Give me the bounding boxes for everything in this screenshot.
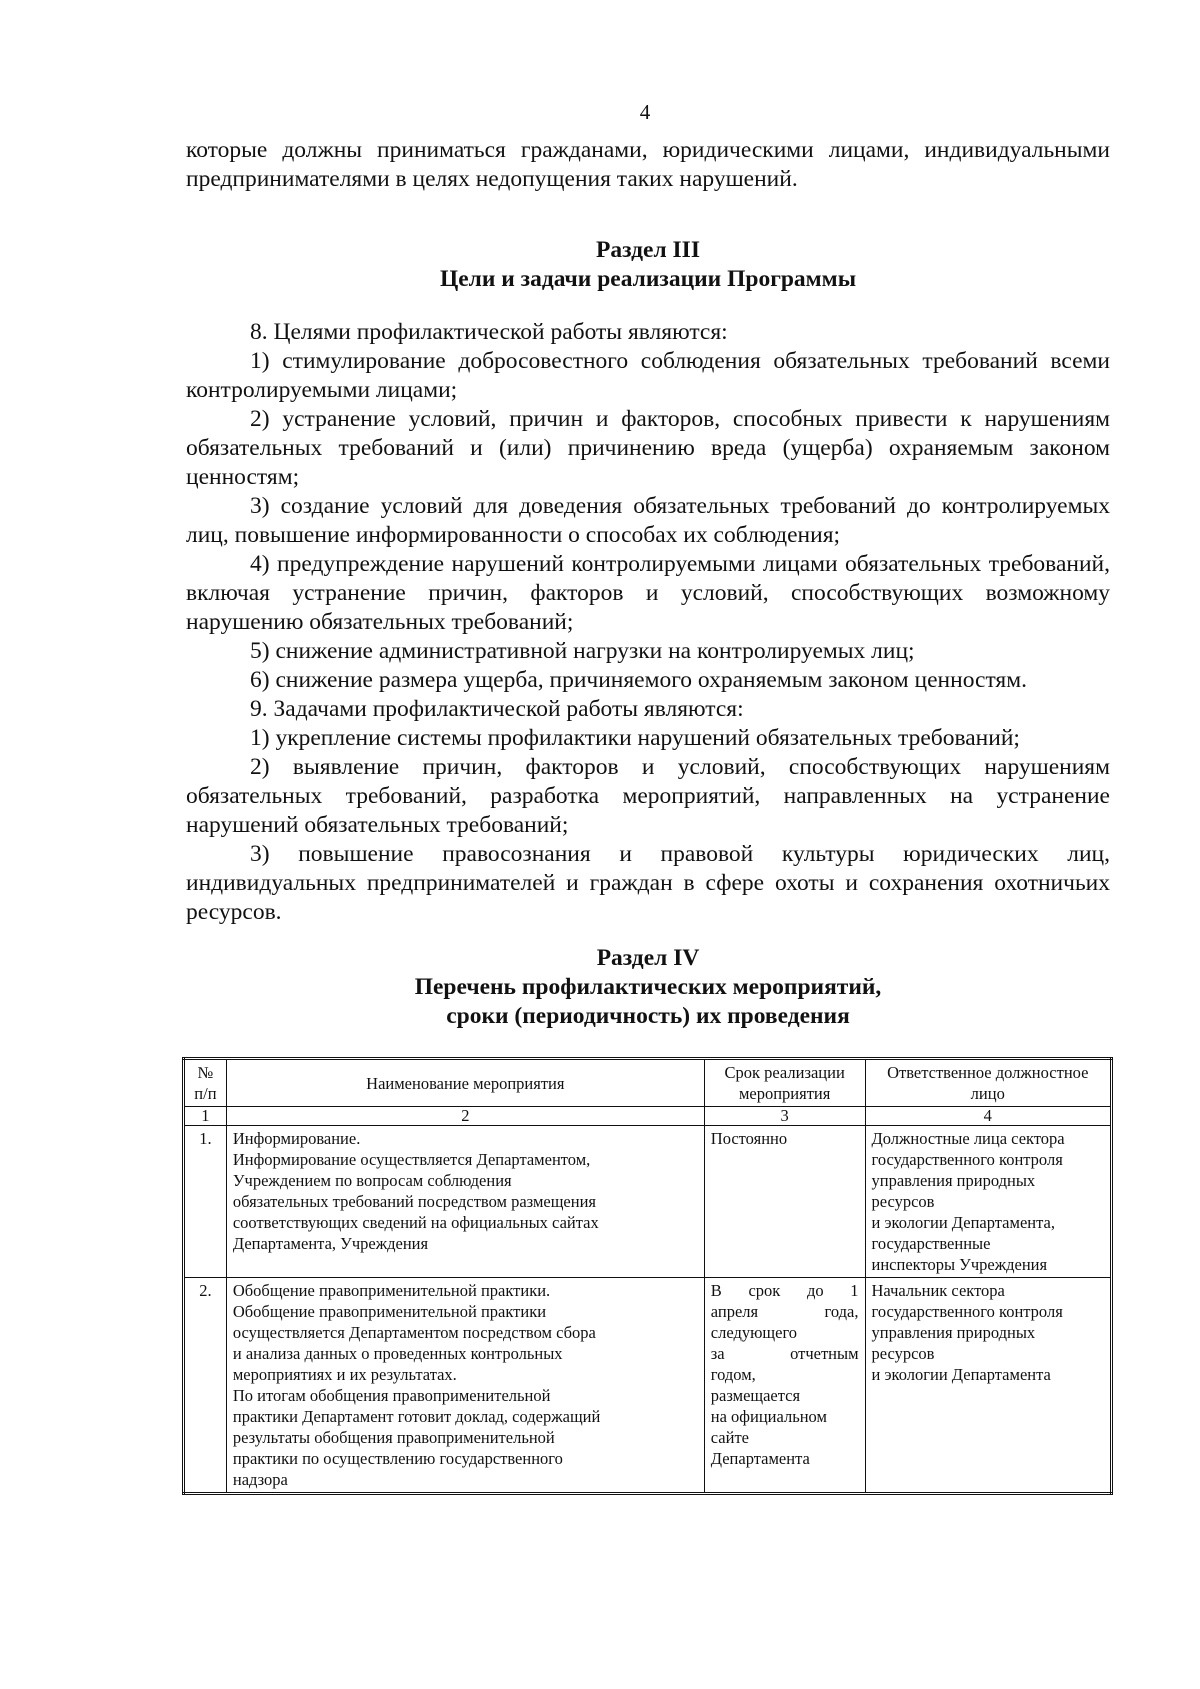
row-2-term-line-8: сайте bbox=[710, 1428, 749, 1447]
row-2-term-line-4: за отчетным bbox=[710, 1344, 859, 1363]
table-row bbox=[184, 1126, 1112, 1278]
row-1-responsible: Должностные лица сектора государственного контроля управления природных ресурсов и экологии Департамента, государственные инспекторы Учреждения bbox=[865, 1126, 1111, 1278]
goal-6: 6) снижение размера ущерба, причиняемого охраняемым законом ценностям. bbox=[250, 667, 1027, 693]
goals-intro: 8. Целями профилактической работы являются: bbox=[250, 319, 728, 345]
row-2-term-line-9: Департамента bbox=[710, 1449, 810, 1468]
intro-line-2: предпринимателями в целях недопущения таких нарушений. bbox=[186, 166, 798, 192]
header-name: Наименование мероприятия bbox=[226, 1059, 704, 1107]
column-number-4: 4 bbox=[865, 1107, 1111, 1126]
intro-paragraph bbox=[186, 136, 1110, 194]
section-3-subtitle: Цели и задачи реализации Программы bbox=[439, 266, 857, 292]
row-2-term-line-1: В срок до 1 bbox=[710, 1281, 859, 1300]
header-responsible: Ответственное должностное лицо bbox=[865, 1059, 1111, 1107]
section-4-heading bbox=[186, 944, 1110, 1031]
section-4-title: Раздел IV bbox=[596, 945, 700, 971]
row-2-num: 2. bbox=[184, 1278, 227, 1494]
row-2-term-line-7: на официальном bbox=[710, 1407, 827, 1426]
goal-1: 1) стимулирование добросовестного соблюдения обязательных требований всеми контролируемыми лицами; bbox=[186, 348, 1110, 403]
section-3-heading bbox=[186, 236, 1110, 294]
section-4-subtitle-line-1: Перечень профилактических мероприятий, bbox=[414, 974, 882, 1000]
task-1: 1) укрепление системы профилактики нарушений обязательных требований; bbox=[250, 725, 1020, 751]
table-header-row bbox=[184, 1059, 1112, 1107]
goal-3: 3) создание условий для доведения обязательных требований до контролируемых лиц, повышение информированности о способах их соблюдения; bbox=[186, 493, 1110, 548]
column-number-2: 2 bbox=[226, 1107, 704, 1126]
row-2-term bbox=[704, 1278, 865, 1494]
column-number-1: 1 bbox=[184, 1107, 227, 1126]
task-3: 3) повышение правосознания и правовой культуры юридических лиц, индивидуальных предпринимателей и граждан в сфере охоты и сохранения охотничьих ресурсов. bbox=[186, 841, 1110, 925]
row-2-term-line-3: следующего bbox=[710, 1323, 798, 1342]
row-2-term-line-5: годом, bbox=[710, 1365, 756, 1384]
row-2-term-line-2: апреля года, bbox=[710, 1302, 859, 1321]
page-number: 4 bbox=[639, 100, 651, 124]
goal-4: 4) предупреждение нарушений контролируемыми лицами обязательных требований, включая устранение причин, факторов и условий, способствующих возможному нарушению обязательных требований; bbox=[186, 551, 1110, 635]
row-2-name: Обобщение правоприменительной практики. Обобщение правоприменительной практики осуществляется Департаментом посредством сбора и анализа данных о проведенных контрольных мероприятиях и их результатах. По итогам обобщения правоприменительной практики Департамент готовит доклад, содержащий результаты обобщения правоприменительной практики по осуществлению государственного надзора bbox=[226, 1278, 704, 1494]
tasks-intro: 9. Задачами профилактической работы являются: bbox=[250, 696, 744, 722]
column-numbers-row bbox=[184, 1107, 1112, 1126]
goal-5: 5) снижение административной нагрузки на контролируемых лиц; bbox=[250, 638, 915, 664]
goal-2: 2) устранение условий, причин и факторов, способных привести к нарушениям обязательных требований и (или) причинению вреда (ущерба) охраняемым законом ценностям; bbox=[186, 406, 1110, 490]
column-number-3: 3 bbox=[704, 1107, 865, 1126]
section-4-subtitle-line-2: сроки (периодичность) их проведения bbox=[446, 1003, 850, 1029]
task-2: 2) выявление причин, факторов и условий, способствующих нарушениям обязательных требований, разработка мероприятий, направленных на устранение нарушений обязательных требований; bbox=[186, 754, 1110, 838]
header-term: Срок реализации мероприятия bbox=[704, 1059, 865, 1107]
header-num: № п/п bbox=[184, 1059, 227, 1107]
section-3-title: Раздел III bbox=[596, 237, 700, 263]
section-3-body bbox=[186, 318, 1110, 927]
row-2-term-line-6: размещается bbox=[710, 1386, 801, 1405]
table-row bbox=[184, 1278, 1112, 1494]
measures-table bbox=[182, 1057, 1113, 1495]
row-1-name: Информирование. Информирование осуществляется Департаментом, Учреждением по вопросам соблюдения обязательных требований посредством размещения соответствующих сведений на официальных сайтах Департамента, Учреждения bbox=[226, 1126, 704, 1278]
row-2-responsible: Начальник сектора государственного контроля управления природных ресурсов и экологии Департамента bbox=[865, 1278, 1111, 1494]
row-1-term: Постоянно bbox=[704, 1126, 865, 1278]
intro-line-1: которые должны приниматься гражданами, юридическими лицами, индивидуальными bbox=[186, 137, 1110, 163]
row-1-num: 1. bbox=[184, 1126, 227, 1278]
